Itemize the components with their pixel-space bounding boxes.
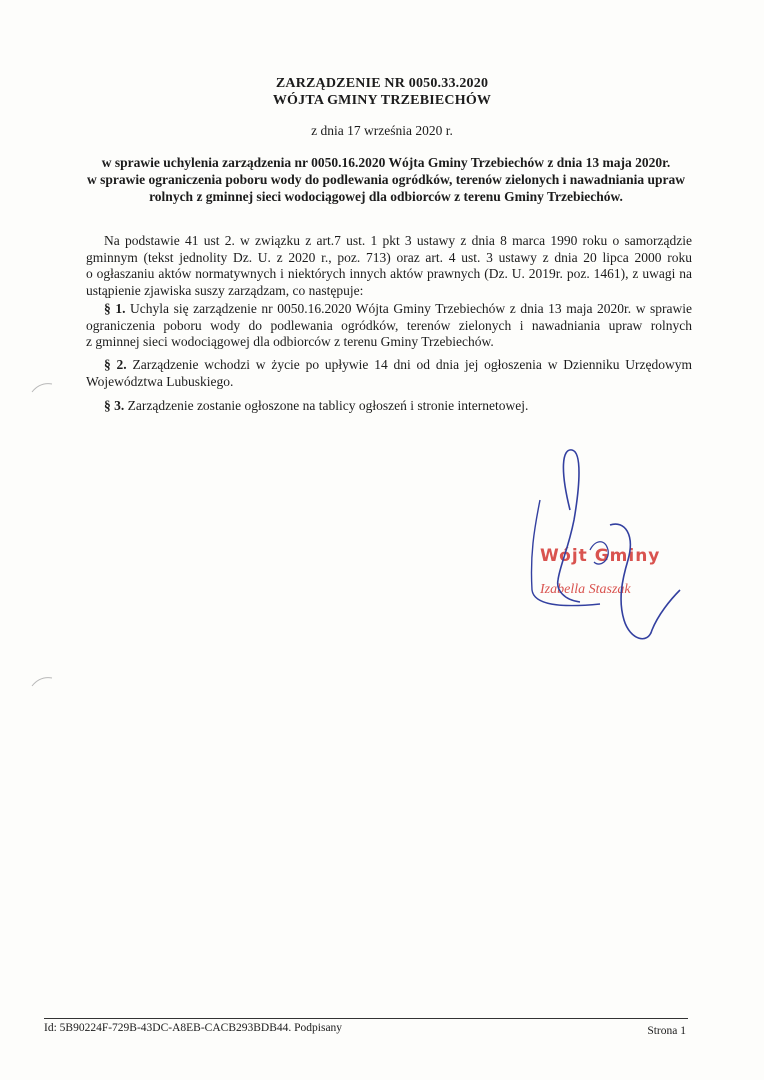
section-2-line-2: Województwa Lubuskiego. — [86, 373, 234, 389]
stamp-name: Izabella Staszak — [540, 582, 631, 597]
stamp-title: Wójt Gminy — [540, 546, 661, 566]
footer-page-number: Strona 1 — [647, 1025, 686, 1037]
section-1-mark: § 1. — [104, 301, 126, 316]
section-2-mark: § 2. — [104, 357, 127, 372]
preamble-paragraph — [86, 233, 692, 299]
section-2-paragraph — [86, 357, 692, 390]
section-1-line-1: Uchyla się zarządzenie nr 0050.16.2020 Wójta Gminy Trzebiechów z dnia 13 maja 2020r. w sprawie — [130, 301, 693, 316]
document-subject — [80, 154, 692, 205]
punch-hole-mark-top — [30, 380, 54, 394]
subject-line-2: w sprawie ograniczenia poboru wody do podlewania ogródków, terenów zielonych i nawadniania upraw — [87, 172, 685, 187]
handwritten-signature — [500, 440, 700, 660]
subject-line-3: rolnych z gminnej sieci wodociągowej dla odbiorców z terenu Gminy Trzebiechów. — [149, 189, 623, 204]
preamble-line-2: gminnym (tekst jednolity Dz. U. z 2020 r., poz. 713) oraz art. 4 ust. 3 ustawy z dnia 20 lipca 2000 roku — [86, 249, 692, 265]
document-title: ZARZĄDZENIE NR 0050.33.2020 — [275, 76, 489, 91]
preamble-line-3: o ogłaszaniu aktów normatywnych i niektórych innych aktów prawnych (Dz. U. 2019r. poz. 1461), z uwagi na — [86, 266, 692, 281]
section-2-line-1: Zarządzenie wchodzi w życie po upływie 14 dni od dnia jej ogłoszenia w Dzienniku Urzędowym — [132, 357, 693, 372]
footer-document-id: Id: 5B90224F-729B-43DC-A8EB-CACB293BDB44. Podpisany — [44, 1022, 343, 1034]
subject-line-1: w sprawie uchylenia zarządzenia nr 0050.16.2020 Wójta Gminy Trzebiechów z dnia 13 maja 2020r. — [101, 155, 671, 170]
section-1-paragraph — [86, 301, 692, 351]
section-3-mark: § 3. — [104, 398, 125, 413]
section-3-paragraph — [86, 398, 692, 415]
preamble-line-1: Na podstawie 41 ust 2. w związku z art.7 ust. 1 pkt 3 ustawy z dnia 8 marca 1990 roku o samorządzie — [104, 233, 692, 248]
section-3-first-line — [86, 398, 692, 415]
section-1-line-3: z gminnej sieci wodociągowej dla odbiorców z terenu Gminy Trzebiechów. — [86, 334, 494, 349]
section-1-line-2: ograniczenia poboru wody do podlewania ogródków, terenów zielonych i nawadniania upraw rolnych — [86, 317, 692, 333]
section-2-first-line — [86, 357, 692, 374]
preamble-line-4: ustąpienie zjawiska suszy zarządzam, co następuje: — [86, 282, 364, 298]
footer-divider — [44, 1018, 688, 1019]
punch-hole-mark-bottom — [30, 674, 54, 688]
section-1-first-line — [86, 301, 692, 318]
document-date: z dnia 17 września 2020 r. — [311, 123, 453, 138]
document-issuer: WÓJTA GMINY TRZEBIECHÓW — [272, 93, 492, 108]
section-3-line-1: Zarządzenie zostanie ogłoszone na tablicy ogłoszeń i stronie internetowej. — [127, 398, 529, 413]
